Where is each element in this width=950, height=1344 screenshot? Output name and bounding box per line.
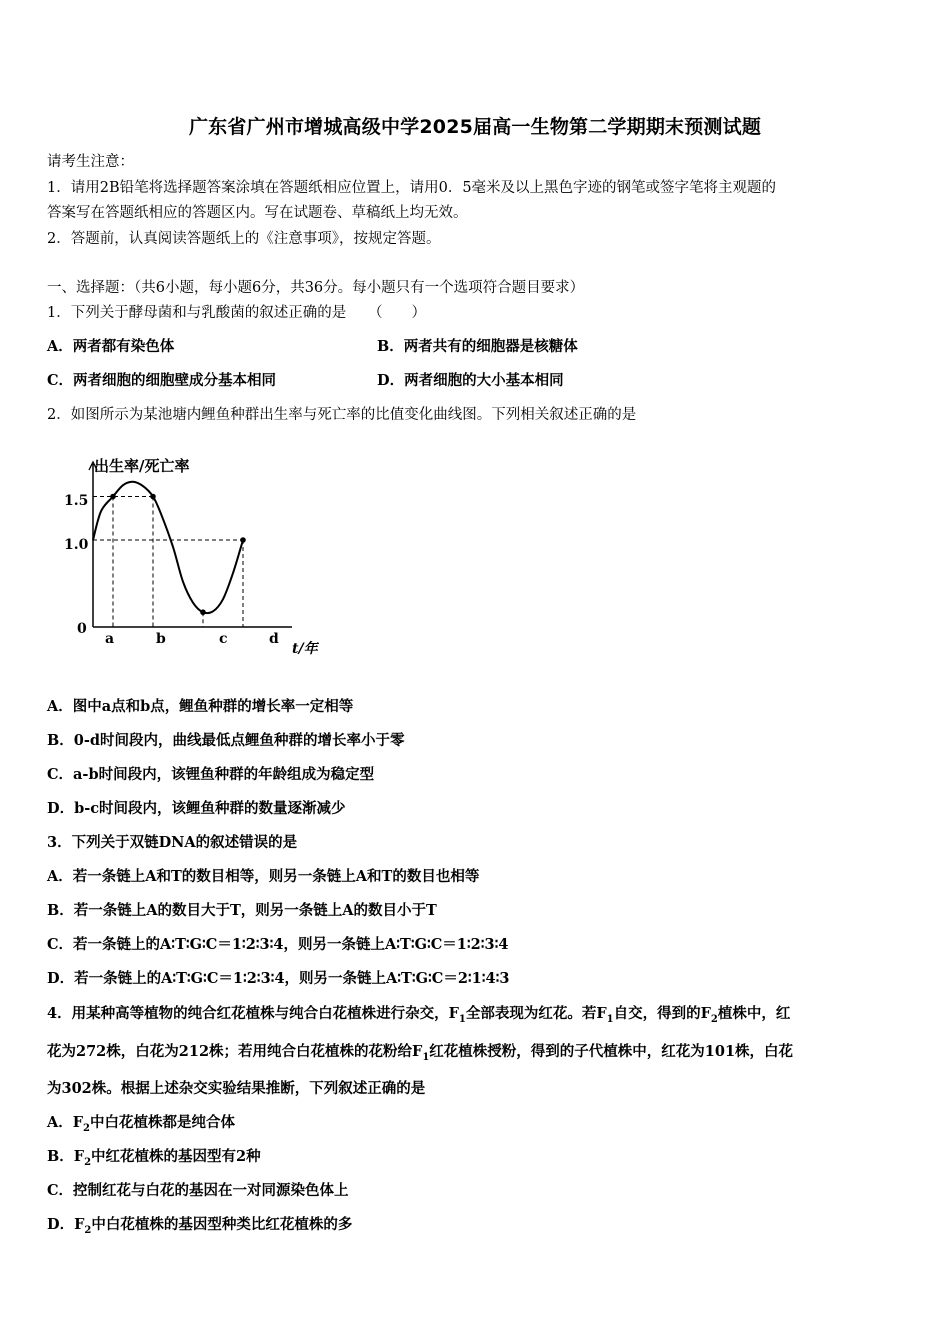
question-1-option-a: A．两者都有染色体: [47, 338, 175, 355]
q4-option-text: 中红花植株的基因型有2种: [91, 1148, 261, 1165]
question-1-stem: 1．下列关于酵母菌和与乳酸菌的叙述正确的是 （ ）: [47, 305, 426, 321]
origin-label: 0: [77, 621, 87, 637]
q4-subscript: 1: [606, 1013, 614, 1025]
q4-text: 植株中，红: [717, 1005, 791, 1022]
y-tick-label-1-0: 1.0: [64, 537, 89, 553]
x-tick-label-d: d: [269, 631, 279, 647]
q4-option-text: 中白花植株都是纯合体: [90, 1114, 236, 1131]
question-1-option-d: D．两者细胞的大小基本相同: [377, 372, 564, 389]
question-4-option-c: C．控制红花与白花的基因在一对同源染色体上: [47, 1182, 349, 1199]
key-point-a: [110, 494, 116, 500]
q4-text: 自交，得到的F: [613, 1005, 711, 1022]
q4-option-subscript: 2: [84, 1156, 92, 1168]
q4-option-text: A．F: [47, 1114, 84, 1131]
q4-option-subscript: 2: [84, 1224, 92, 1236]
q4-text: 红花植株授粉，得到的子代植株中，红花为101株，白花: [429, 1043, 794, 1060]
section-heading: 一、选择题：（共6小题，每小题6分，共36分。每小题只有一个选项符合题目要求）: [47, 280, 585, 296]
question-4-option-d: [47, 1213, 352, 1236]
question-2-option-a: A．图中a点和b点，鲤鱼种群的增长率一定相等: [47, 698, 354, 715]
page-title: 广东省广州市增城高级中学2025届高一生物第二学期期末预测试题: [188, 116, 762, 138]
y-axis-label: 出生率/死亡率: [94, 457, 190, 475]
x-tick-label-b: b: [156, 631, 166, 647]
question-2-stem: 2．如图所示为某池塘内鲤鱼种群出生率与死亡率的比值变化曲线图。下列相关叙述正确的是: [47, 407, 637, 423]
q4-text: 花为272株，白花为212株；若用纯合白花植株的花粉给F: [47, 1043, 423, 1060]
y-tick-label-1-5: 1.5: [64, 493, 89, 509]
notice-item-2: 2．答题前，认真阅读答题纸上的《注意事项》，按规定答题。: [47, 231, 441, 247]
question-3-stem: 3．下列关于双链DNA的叙述错误的是: [47, 834, 298, 851]
ratio-curve: [93, 482, 243, 613]
x-tick-label-c: c: [219, 631, 228, 647]
q4-text: 4．用某种高等植物的纯合红花植株与纯合白花植株进行杂交，F: [47, 1005, 459, 1022]
question-1-option-c: C．两者细胞的细胞壁成分基本相同: [47, 372, 277, 389]
notice-item-1-line-1: 1．请用2B铅笔将选择题答案涂填在答题纸相应位置上，请用0．5毫米及以上黑色字迹的钢笔或签字笔将主观题的: [47, 180, 777, 196]
key-point-d: [240, 537, 246, 543]
notice-item-1-line-2: 答案写在答题纸相应的答题区内。写在试题卷、草稿纸上均无效。: [47, 205, 468, 221]
question-3-option-b: B．若一条链上A的数目大于T，则另一条链上A的数目小于T: [47, 902, 437, 919]
question-1-option-b: B．两者共有的细胞器是核糖体: [377, 338, 578, 355]
q4-option-text: D．F: [47, 1216, 85, 1233]
q4-option-text: B．F: [47, 1148, 85, 1165]
q4-option-subscript: 2: [83, 1122, 91, 1134]
question-2-option-d: D．b-c时间段内，该鲤鱼种群的数量逐渐减少: [47, 800, 346, 817]
question-4-stem-line-1: [47, 1002, 790, 1025]
question-4-option-a: [47, 1111, 235, 1134]
question-3-option-a: A．若一条链上A和T的数目相等，则另一条链上A和T的数目也相等: [47, 868, 480, 885]
birth-death-ratio-chart: [60, 450, 340, 665]
q4-subscript: 1: [422, 1051, 430, 1063]
q4-option-text: 中白花植株的基因型种类比红花植株的多: [91, 1216, 353, 1233]
x-axis-label: t/年: [292, 641, 318, 657]
question-4-stem-line-3: 为302株。根据上述杂交实验结果推断，下列叙述正确的是: [47, 1080, 426, 1097]
question-2-option-c: C．a-b时间段内，该锂鱼种群的年龄组成为稳定型: [47, 766, 375, 783]
question-3-option-c: C．若一条链上的A∶T∶G∶C＝1∶2∶3∶4，则另一条链上A∶T∶G∶C＝1∶2∶3∶4: [47, 936, 509, 953]
question-3-option-d: D．若一条链上的A∶T∶G∶C＝1∶2∶3∶4，则另一条链上A∶T∶G∶C＝2∶1∶4∶3: [47, 970, 510, 987]
key-point-c: [200, 609, 206, 615]
key-point-b: [150, 494, 156, 500]
x-tick-label-a: a: [105, 631, 115, 647]
q4-subscript: 1: [458, 1013, 466, 1025]
question-2-option-b: B．0-d时间段内，曲线最低点鲤鱼种群的增长率小于零: [47, 732, 405, 749]
q4-subscript: 2: [710, 1013, 718, 1025]
q4-text: 全部表现为红花。若F: [465, 1005, 607, 1022]
question-4-stem-line-2: [47, 1040, 793, 1063]
notice-heading: 请考生注意：: [47, 154, 134, 170]
question-4-option-b: [47, 1145, 261, 1168]
